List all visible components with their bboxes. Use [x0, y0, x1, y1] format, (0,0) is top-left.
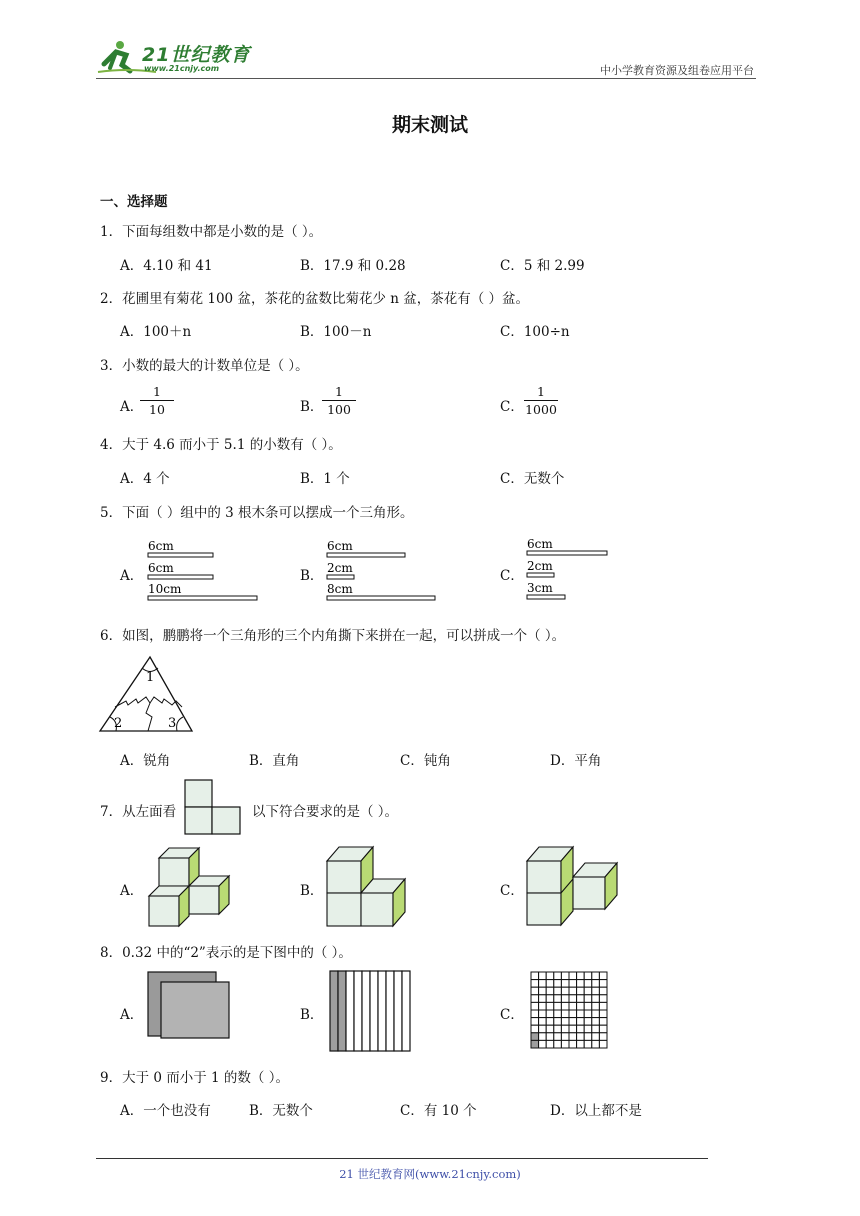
angle-label: 1: [146, 670, 155, 685]
hundredth-cell: [531, 1033, 539, 1041]
q7-cubes-b: [324, 843, 412, 929]
hundredth-cell: [561, 1018, 569, 1026]
stick-label: 8cm: [327, 582, 353, 596]
hundredth-cell: [539, 1025, 547, 1033]
hundredth-cell: [554, 1040, 562, 1048]
hundredth-cell: [554, 1033, 562, 1041]
q9-option-d[interactable]: D．以上都不是: [550, 1103, 642, 1119]
hundredth-cell: [592, 1033, 600, 1041]
q1-option-c[interactable]: C．5 和 2.99: [500, 258, 585, 274]
hundredth-cell: [577, 1018, 585, 1026]
hundredth-cell: [561, 1040, 569, 1048]
stick-label: 6cm: [148, 539, 174, 553]
hundredth-cell: [592, 1010, 600, 1018]
hundredth-cell: [546, 972, 554, 980]
hundredth-cell: [592, 987, 600, 995]
q6-option-b[interactable]: B．直角: [249, 753, 300, 769]
hundredth-cell: [592, 1018, 600, 1026]
hundredth-cell: [584, 972, 592, 980]
q3-option-b[interactable]: B．: [300, 399, 324, 415]
hundredth-cell: [561, 987, 569, 995]
q5-sticks-b: [319, 535, 449, 607]
q3-option-c[interactable]: C．: [500, 399, 524, 415]
stick-bar: [527, 595, 565, 599]
hundredth-cell: [599, 987, 607, 995]
hundredth-cell: [584, 1033, 592, 1041]
hundredth-cell: [592, 1025, 600, 1033]
hundredth-cell: [531, 995, 539, 1003]
stick-bar: [327, 575, 354, 579]
stick-bar: [527, 573, 554, 577]
hundredth-cell: [539, 995, 547, 1003]
hundredth-cell: [546, 1025, 554, 1033]
question-7-part1: 7．从左面看: [100, 804, 177, 820]
logo-url: www.21cnjy.com: [144, 64, 220, 73]
stick-bar: [148, 575, 213, 579]
hundredth-cell: [531, 987, 539, 995]
q8-option-a[interactable]: A．: [120, 1007, 144, 1023]
hundredth-cell: [569, 1002, 577, 1010]
question-7-part2: 以下符合要求的是（ ）。: [252, 804, 399, 820]
q5-sticks-c: [519, 533, 629, 607]
hundredth-cell: [599, 980, 607, 988]
hundredth-cell: [569, 1010, 577, 1018]
q5-option-a[interactable]: A．: [120, 568, 144, 584]
hundredth-cell: [569, 987, 577, 995]
hundredth-cell: [539, 972, 547, 980]
hundredth-cell: [554, 1002, 562, 1010]
hundredth-cell: [539, 987, 547, 995]
q8-option-c[interactable]: C．: [500, 1007, 524, 1023]
q4-option-c[interactable]: C．无数个: [500, 471, 565, 487]
logo-text: 21世纪教育: [142, 44, 251, 66]
q6-option-d[interactable]: D．平角: [550, 753, 602, 769]
tenth-strip: [362, 971, 370, 1051]
hundredth-cell: [592, 1040, 600, 1048]
hundredth-cell: [592, 995, 600, 1003]
stick-bar: [148, 553, 213, 557]
header-logo: [96, 38, 266, 78]
hundredth-cell: [569, 1033, 577, 1041]
q5-option-b[interactable]: B．: [300, 568, 324, 584]
q3-fraction-c: $\frac{1}{1000}$: [525, 384, 557, 417]
hundredth-cell: [539, 980, 547, 988]
q2-option-a[interactable]: A．100＋n: [120, 324, 192, 340]
header-rule: [96, 78, 756, 79]
hundredth-cell: [569, 1025, 577, 1033]
hundredth-cell: [592, 1002, 600, 1010]
tenth-strip: [338, 971, 346, 1051]
hundredth-cell: [554, 995, 562, 1003]
q3-option-a[interactable]: A．: [120, 399, 144, 415]
hundredth-cell: [584, 1018, 592, 1026]
q8-option-b[interactable]: B．: [300, 1007, 324, 1023]
stick-label: 2cm: [527, 559, 553, 573]
hundredth-cell: [599, 1025, 607, 1033]
hundredth-cell: [554, 980, 562, 988]
hundredth-cell: [539, 1018, 547, 1026]
hundredth-cell: [569, 1018, 577, 1026]
question-5: 5．下面（ ）组中的 3 根木条可以摆成一个三角形。: [100, 505, 414, 521]
hundredth-cell: [539, 1002, 547, 1010]
hundredth-cell: [546, 1002, 554, 1010]
hundredth-cell: [577, 987, 585, 995]
q5-sticks-a: [140, 535, 270, 607]
stick-bar: [527, 551, 607, 555]
hundredth-cell: [592, 972, 600, 980]
hundredth-cell: [554, 1018, 562, 1026]
hundredth-cell: [569, 980, 577, 988]
hundredth-cell: [546, 995, 554, 1003]
q4-option-a[interactable]: A．4 个: [120, 471, 170, 487]
hundredth-cell: [577, 1002, 585, 1010]
hundredth-cell: [539, 1033, 547, 1041]
tenth-strip: [354, 971, 362, 1051]
hundredth-cell: [531, 1025, 539, 1033]
question-8: 8．0.32 中的“2”表示的是下图中的（ ）。: [100, 945, 352, 961]
hundredth-cell: [577, 980, 585, 988]
tenth-strip: [370, 971, 378, 1051]
q7-left-view-figure: [182, 778, 244, 836]
hundredth-cell: [546, 980, 554, 988]
hundredth-cell: [599, 972, 607, 980]
hundredth-cell: [599, 995, 607, 1003]
stick-label: 10cm: [148, 582, 182, 596]
hundredth-cell: [546, 1018, 554, 1026]
hundredth-cell: [577, 995, 585, 1003]
hundredth-cell: [531, 1002, 539, 1010]
platform-name: 中小学教育资源及组卷应用平台: [600, 64, 754, 77]
question-1: 1．下面每组数中都是小数的是（ ）。: [100, 224, 323, 240]
hundredth-cell: [599, 1040, 607, 1048]
hundredth-cell: [561, 972, 569, 980]
hundredth-cell: [531, 1010, 539, 1018]
hundredth-cell: [577, 1033, 585, 1041]
hundredth-cell: [577, 972, 585, 980]
q6-option-a[interactable]: A．锐角: [120, 753, 171, 769]
hundredth-cell: [546, 1033, 554, 1041]
tenth-strip: [386, 971, 394, 1051]
page-title: 期末测试: [391, 114, 468, 136]
q6-triangle-figure: [98, 655, 198, 735]
hundredth-cell: [584, 995, 592, 1003]
hundredth-cell: [577, 1025, 585, 1033]
hundredth-cell: [569, 972, 577, 980]
q3-fraction-b: $\frac{1}{100}$: [322, 384, 356, 417]
hundredth-cell: [561, 1033, 569, 1041]
q9-option-a[interactable]: A．一个也没有: [120, 1103, 211, 1119]
q7-cubes-c: [524, 843, 620, 929]
hundredth-cell: [531, 1018, 539, 1026]
stick-label: 3cm: [527, 581, 553, 595]
hundredth-cell: [561, 995, 569, 1003]
q7-option-b[interactable]: B．: [300, 883, 324, 899]
q8-hundredths-c: [529, 970, 611, 1052]
hundredth-cell: [531, 1040, 539, 1048]
q1-option-b[interactable]: B．17.9 和 0.28: [300, 258, 406, 274]
hundredth-cell: [561, 1002, 569, 1010]
hundredth-cell: [599, 1033, 607, 1041]
question-3: 3．小数的最大的计数单位是（ ）。: [100, 358, 309, 374]
tenth-strip: [402, 971, 410, 1051]
hundredth-cell: [546, 1010, 554, 1018]
hundredth-cell: [584, 987, 592, 995]
angle-label: 3: [168, 716, 177, 731]
tenth-strip: [346, 971, 354, 1051]
hundredth-cell: [554, 987, 562, 995]
question-9: 9．大于 0 而小于 1 的数（ ）。: [100, 1070, 289, 1086]
stick-bar: [327, 596, 435, 600]
stick-bar: [327, 553, 405, 557]
hundredth-cell: [554, 1025, 562, 1033]
question-4: 4．大于 4.6 而小于 5.1 的小数有（ ）。: [100, 437, 342, 453]
stick-label: 6cm: [527, 537, 553, 551]
hundredth-cell: [584, 1040, 592, 1048]
stick-label: 6cm: [148, 561, 174, 575]
footer-rule: [96, 1158, 708, 1159]
q8-squares-a: [145, 970, 235, 1042]
hundredth-cell: [584, 1025, 592, 1033]
q9-option-c[interactable]: C．有 10 个: [400, 1103, 477, 1119]
hundredth-cell: [561, 1010, 569, 1018]
hundredth-cell: [592, 980, 600, 988]
angle-label: 2: [114, 716, 123, 731]
stick-bar: [148, 596, 257, 600]
stick-label: 6cm: [327, 539, 353, 553]
stick-label: 2cm: [327, 561, 353, 575]
q2-option-c[interactable]: C．100÷n: [500, 324, 570, 340]
hundredth-cell: [531, 980, 539, 988]
hundredth-cell: [584, 980, 592, 988]
tenth-strip: [378, 971, 386, 1051]
hundredth-cell: [584, 1002, 592, 1010]
hundredth-cell: [539, 1010, 547, 1018]
hundredth-cell: [531, 972, 539, 980]
q8-tenths-b: [328, 969, 414, 1053]
q9-option-b[interactable]: B．无数个: [249, 1103, 313, 1119]
hundredth-cell: [539, 1040, 547, 1048]
hundredth-cell: [561, 1025, 569, 1033]
section-heading: 一、选择题: [100, 194, 168, 210]
hundredth-cell: [599, 1010, 607, 1018]
hundredth-cell: [599, 1018, 607, 1026]
tenth-strip: [330, 971, 338, 1051]
hundredth-cell: [561, 980, 569, 988]
q5-option-c[interactable]: C．: [500, 568, 524, 584]
footer-link[interactable]: 21 世纪教育网(www.21cnjy.com): [339, 1167, 521, 1181]
q7-option-a[interactable]: A．: [120, 883, 144, 899]
hundredth-cell: [569, 995, 577, 1003]
q7-option-c[interactable]: C．: [500, 883, 524, 899]
question-2: 2．花圃里有菊花 100 盆，茶花的盆数比菊花少 n 盆，茶花有（ ）盆。: [100, 291, 530, 307]
hundredth-cell: [569, 1040, 577, 1048]
q4-option-b[interactable]: B．1 个: [300, 471, 350, 487]
question-6: 6．如图，鹏鹏将一个三角形的三个内角撕下来拼在一起，可以拼成一个（ ）。: [100, 628, 566, 644]
hundredth-cell: [554, 972, 562, 980]
hundredth-cell: [599, 1002, 607, 1010]
hundredth-cell: [584, 1010, 592, 1018]
hundredth-cell: [577, 1040, 585, 1048]
hundredth-cell: [577, 1010, 585, 1018]
tenth-strip: [394, 971, 402, 1051]
hundredth-cell: [546, 987, 554, 995]
q1-option-a[interactable]: A．4.10 和 41: [120, 258, 213, 274]
q2-option-b[interactable]: B．100－n: [300, 324, 372, 340]
q6-option-c[interactable]: C．钝角: [400, 753, 451, 769]
hundredth-cell: [546, 1040, 554, 1048]
q3-fraction-a: $\frac{1}{10}$: [140, 384, 174, 417]
q7-cubes-a: [145, 842, 235, 930]
hundredth-cell: [554, 1010, 562, 1018]
